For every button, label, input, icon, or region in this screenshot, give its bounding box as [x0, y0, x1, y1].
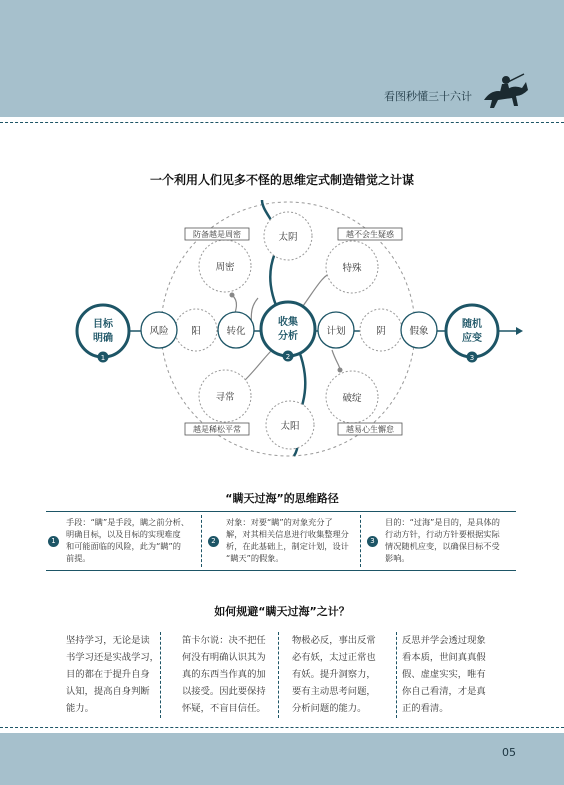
tip-text: 认知，提高自身判断 [66, 686, 150, 697]
tip-text: 坚持学习，无论是读 [66, 635, 150, 646]
path-text: 目的：“过海”是目的，是具体的 [385, 517, 500, 527]
tip-text: 有妖。提升洞察力， [292, 669, 376, 680]
tip-text: 目的都在于提升自身 [66, 669, 150, 680]
center-num: 2 [285, 353, 291, 361]
path-text: 行动方针，行动方针要根据实际 [385, 529, 500, 539]
path-text: 和可能面临的风险，此为“瞒”的 [66, 541, 181, 551]
goal-label-line1: 目标 [93, 319, 113, 330]
outcome-num: 3 [469, 354, 475, 362]
path-num-2: 2 [208, 536, 219, 547]
book-title: 看图秒懂三十六计 [384, 90, 472, 103]
tag-top-left: 防备越是周密 [193, 230, 241, 239]
node-jiaxiang: 假象 [409, 326, 429, 337]
tag-top-right: 越不会生疑惑 [346, 230, 394, 239]
node-teshu: 特殊 [342, 263, 362, 274]
path-num-1: 1 [48, 536, 59, 547]
tip-2 [182, 632, 276, 717]
path-text: 影响。 [385, 553, 410, 563]
tips-divider [278, 632, 279, 718]
path-item-3 [385, 516, 519, 564]
node-zhuanhua: 转化 [226, 326, 246, 337]
tip-text: 必有妖，太过正常也 [292, 652, 376, 663]
node-yin-right: 阴 [376, 326, 386, 337]
center-circle [261, 302, 315, 356]
path-text: “瞒天”的假象。 [226, 553, 284, 563]
tip-text: 笛卡尔说：决不把任 [182, 635, 266, 646]
footer-band [0, 733, 564, 785]
page-number: 05 [502, 746, 516, 759]
goal-label-line2: 明确 [93, 333, 113, 344]
path-text: 析，在此基础上，制定计划，设计 [226, 541, 349, 551]
outcome-label-line2: 应变 [462, 333, 482, 344]
tip-text: 分析问题的能力。 [292, 703, 367, 714]
tip-text: 要有主动思考问题， [292, 686, 376, 697]
path-text: 前提。 [66, 553, 91, 563]
path-text: 手段：“瞒”是手段，瞒之前分析、 [66, 517, 190, 527]
outcome-circle [446, 305, 498, 357]
tip-text: 真的东西当作真的加 [182, 669, 266, 680]
tip-text: 反思并学会透过现象 [402, 635, 486, 646]
tips-divider [396, 632, 397, 718]
center-label-line2: 分析 [278, 331, 298, 342]
path-section-title: “瞒天过海”的思维路径 [225, 492, 339, 505]
tag-bottom-left: 越是稀松平常 [193, 425, 241, 434]
tip-text: 能力。 [66, 703, 94, 714]
tip-4 [402, 632, 502, 717]
goal-num: 1 [100, 354, 106, 362]
path-num-3: 3 [367, 536, 378, 547]
path-text: 明确目标，以及目标的实现难度 [66, 529, 181, 539]
node-yang-left: 阳 [191, 326, 201, 337]
path-rail-top [46, 511, 516, 512]
node-fengxian: 风险 [149, 326, 169, 337]
node-jihua: 计划 [326, 326, 346, 337]
goal-circle [77, 305, 129, 357]
tip-text: 假、虚虚实实，唯有 [402, 669, 486, 680]
tip-text: 看本质，世间真真假 [402, 652, 486, 663]
connector-dot [338, 368, 343, 373]
tip-text: 你自己看清，才是真 [402, 686, 486, 697]
path-text: 解，对其相关信息进行收集整理分 [226, 529, 349, 539]
path-divider [360, 515, 361, 567]
path-text: 情况随机应变，以确保目标不受 [385, 541, 500, 551]
tip-3 [292, 632, 392, 717]
path-rail-bottom [46, 570, 516, 571]
tag-bottom-right: 越易心生懈怠 [346, 425, 394, 434]
path-item-2 [226, 516, 360, 564]
tip-text: 书学习还是实战学习， [66, 652, 159, 663]
node-pozhan: 破绽 [342, 393, 362, 404]
node-xunchang: 寻常 [215, 392, 235, 403]
main-title: 一个利用人们见多不怪的思维定式制造错觉之计谋 [149, 173, 414, 187]
node-taiyang: 太阳 [280, 421, 300, 432]
connector-pozhan [332, 350, 340, 370]
tip-text: 何没有明确认识其为 [182, 652, 266, 663]
tip-1 [66, 632, 160, 717]
axis-arrow-icon [516, 327, 523, 335]
connector-teshu [300, 272, 333, 310]
footer-divider [0, 727, 564, 728]
node-zhoumi: 周密 [215, 262, 235, 273]
path-text: 对象：对要“瞒”的对象充分了 [226, 517, 333, 527]
tip-text: 以接受。因此要保持 [182, 686, 266, 697]
connector-dot [230, 293, 235, 298]
tips-divider [160, 632, 161, 718]
center-label-line1: 收集 [278, 317, 298, 328]
path-divider [201, 515, 202, 567]
avoid-section-title: 如何规避“瞒天过海”之计？ [214, 605, 350, 618]
node-taiyin: 太阴 [278, 232, 298, 243]
outcome-label-line1: 随机 [462, 319, 482, 330]
tip-text: 物极必反，事出反常 [292, 635, 376, 646]
path-item-1 [66, 516, 200, 564]
tip-text: 正的看清。 [402, 703, 449, 714]
tip-text: 怀疑，不盲目信任。 [182, 703, 266, 714]
